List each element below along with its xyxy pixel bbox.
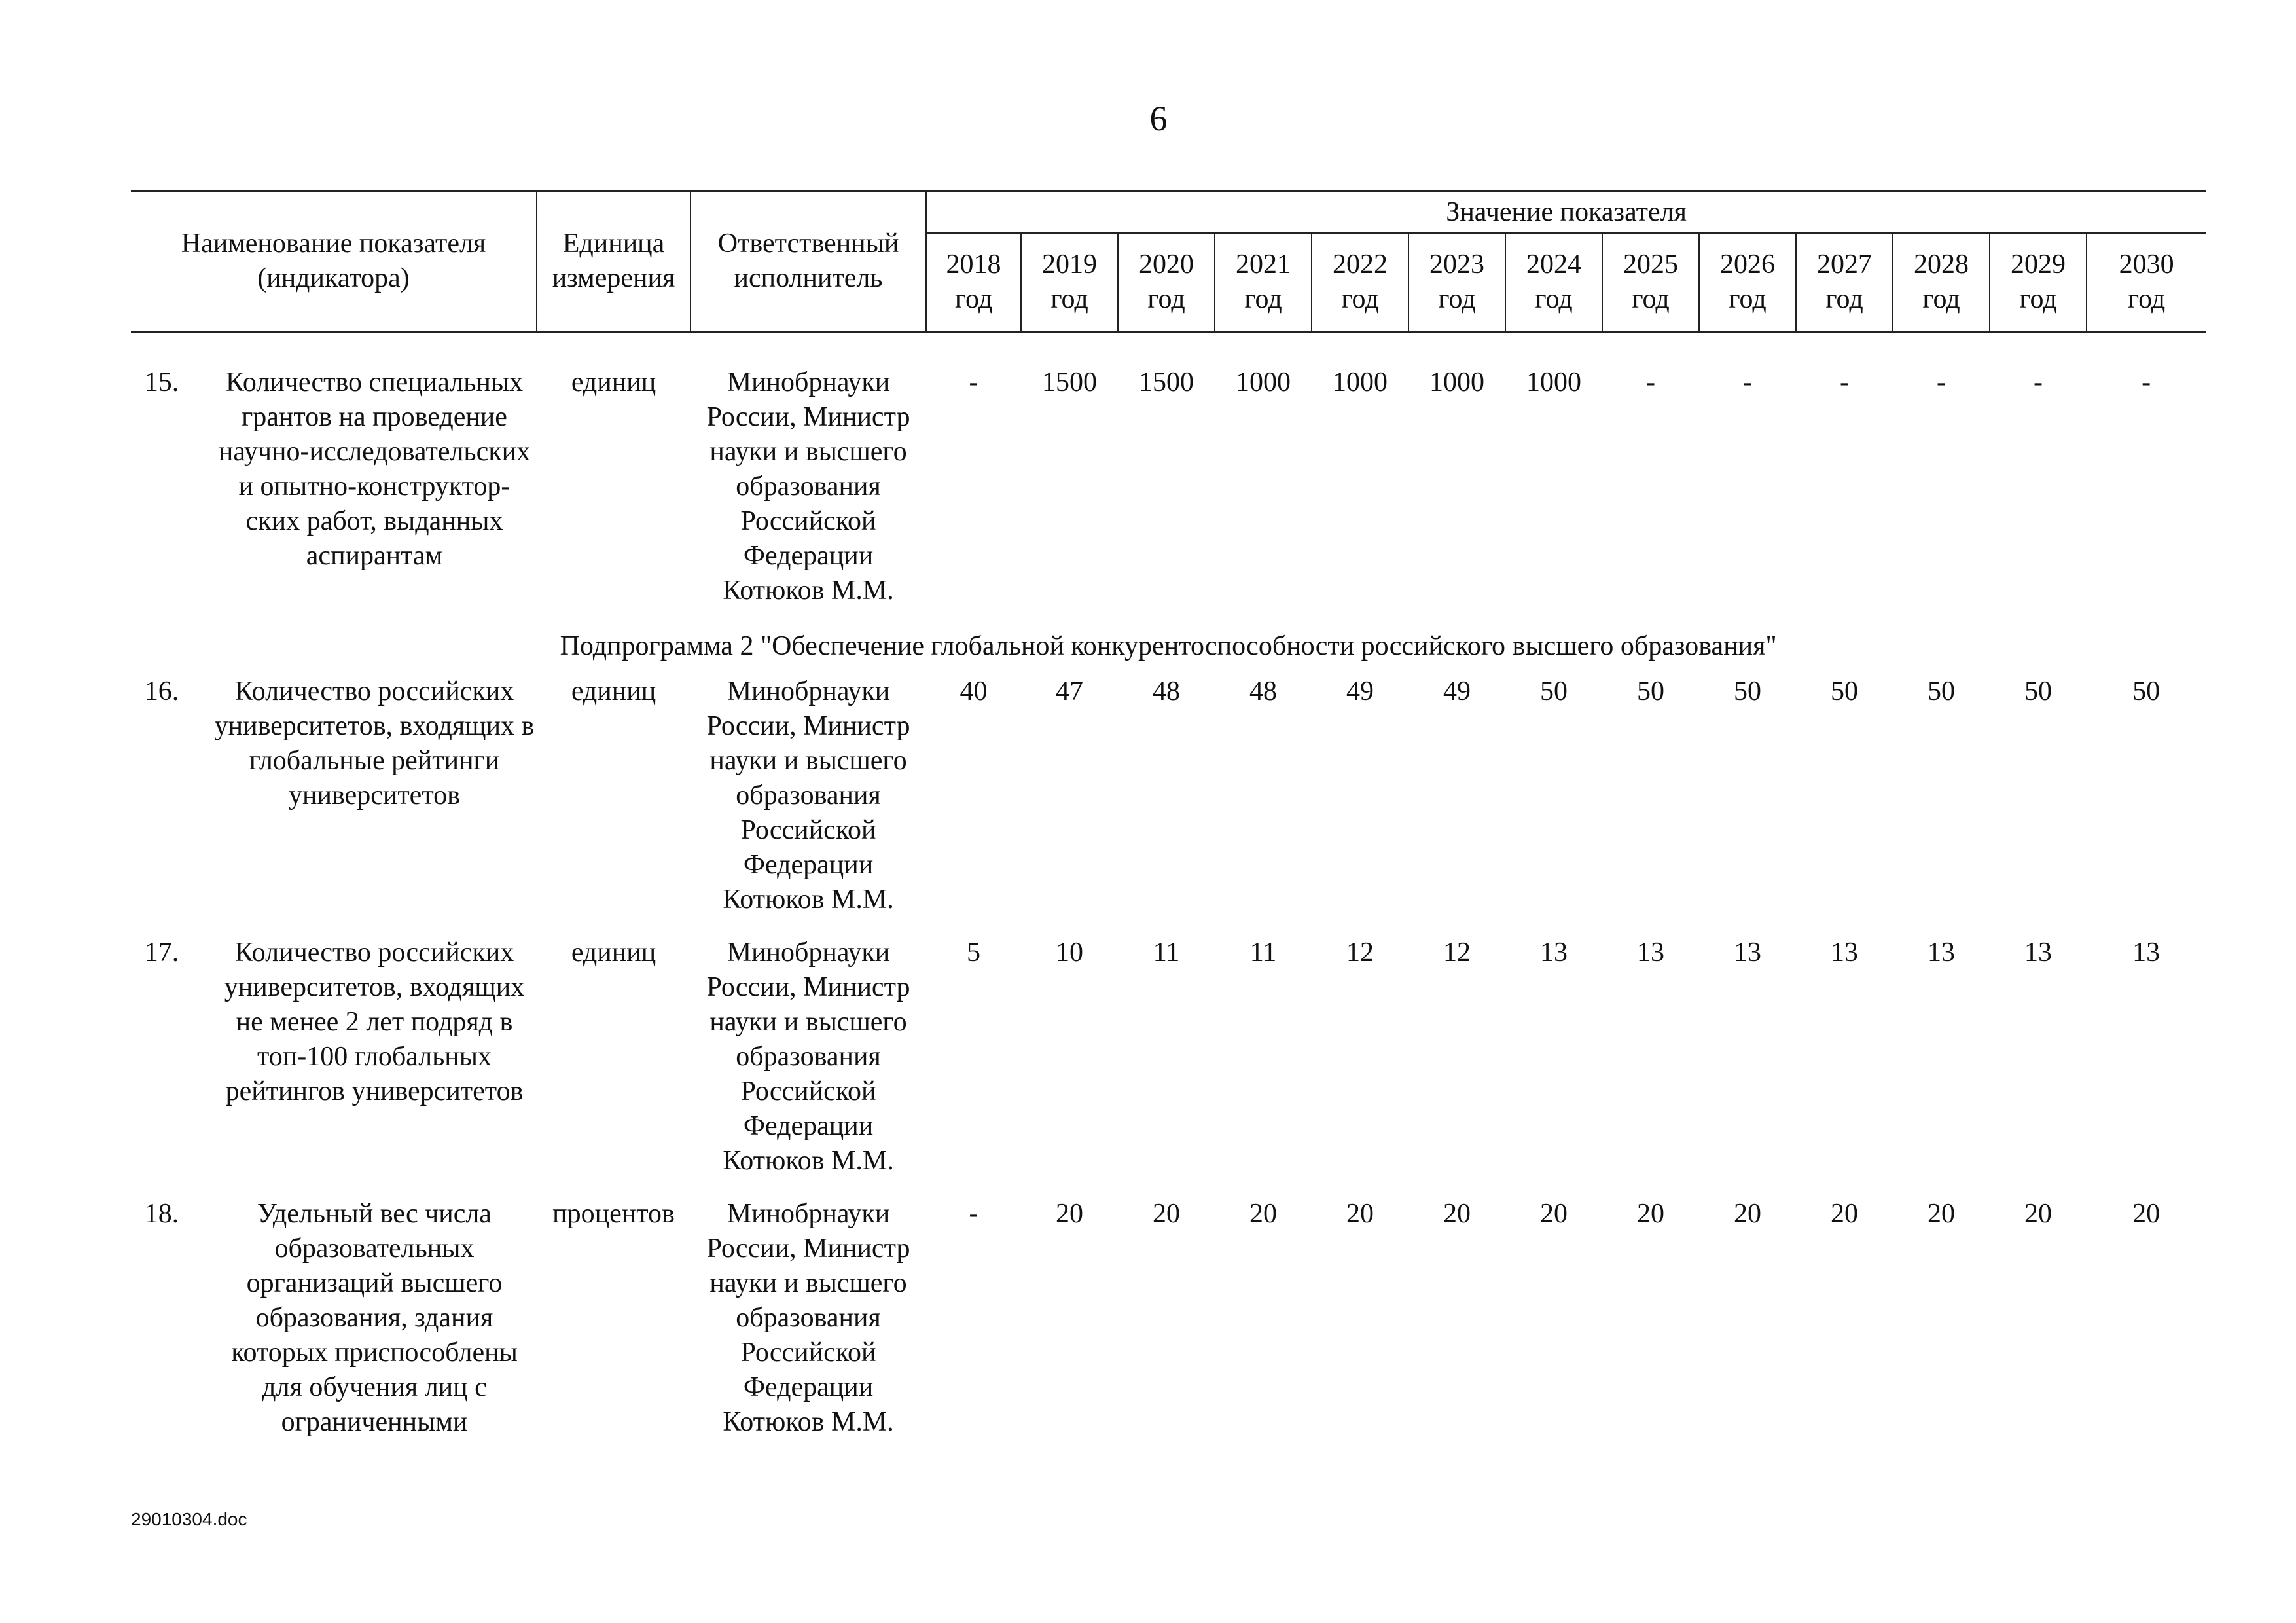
- header-year-label: 2029: [2011, 249, 2066, 280]
- header-year-suffix: год: [1922, 284, 1960, 314]
- table-row: [131, 674, 2206, 936]
- indicators-table: [131, 190, 2206, 1458]
- header-year-label: 2018: [946, 249, 1001, 280]
- header-year-suffix: год: [1050, 284, 1088, 314]
- value-cell: -: [1646, 367, 1656, 397]
- page-number: 6: [1149, 99, 1168, 138]
- header-year-label: 2021: [1236, 249, 1291, 280]
- value-cell: 13: [2024, 938, 2053, 968]
- value-cell: 1000: [1333, 367, 1388, 397]
- value-cell: 49: [1346, 676, 1374, 706]
- header-year-suffix: год: [1535, 284, 1573, 314]
- value-cell: 40: [960, 676, 988, 706]
- header-year-2024: [1505, 233, 1602, 332]
- value-cell: 1500: [1042, 367, 1098, 397]
- table-row: [131, 936, 2206, 1197]
- responsible-executor: Минобрнауки России, Министр науки и высшего образования Российской Федерации Котюков М.М.: [706, 676, 910, 915]
- value-cell: 13: [1637, 938, 1665, 968]
- value-cell: 13: [1540, 938, 1568, 968]
- header-year-suffix: год: [2127, 284, 2166, 314]
- value-cell: 50: [1928, 676, 1956, 706]
- value-cell: 13: [2132, 938, 2161, 968]
- value-cell: 5: [967, 938, 981, 968]
- document-code: 29010304.doc: [131, 1509, 247, 1529]
- value-cell: 50: [2132, 676, 2161, 706]
- value-cell: 10: [1056, 938, 1084, 968]
- indicator-name: Количество российских университетов, входящих не менее 2 лет подряд в топ-100 глобальных рейтингов университетов: [224, 938, 525, 1106]
- value-cell: 47: [1056, 676, 1084, 706]
- subprogram-title: Подпрограмма 2 "Обеспечение глобальной конкурентоспособности российского высшего образования": [560, 631, 1777, 661]
- subprogram-row: [131, 627, 2206, 674]
- header-year-suffix: год: [1341, 284, 1379, 314]
- value-cell: 13: [1831, 938, 1859, 968]
- value-cell: -: [1743, 367, 1753, 397]
- header-year-label: 2020: [1139, 249, 1194, 280]
- table-row: [131, 1197, 2206, 1458]
- header-year-suffix: год: [1147, 284, 1185, 314]
- value-cell: 20: [1443, 1199, 1471, 1229]
- header-year-label: 2024: [1526, 249, 1582, 280]
- header-year-label: 2030: [2119, 249, 2174, 280]
- value-cell: 1500: [1139, 367, 1194, 397]
- row-number: 15.: [144, 367, 179, 397]
- responsible-executor: Минобрнауки России, Министр науки и высшего образования Российской Федерации Котюков М.М.: [706, 938, 910, 1176]
- header-year-2027: [1796, 233, 1893, 332]
- unit-of-measure: процентов: [552, 1199, 675, 1229]
- row-number: 16.: [144, 676, 179, 706]
- indicator-name: Количество российских университетов, входящих в глобальные рейтинги университетов: [214, 676, 535, 811]
- header-year-label: 2026: [1720, 249, 1776, 280]
- value-cell: 20: [2132, 1199, 2161, 1229]
- value-cell: 11: [1249, 938, 1277, 968]
- value-cell: 50: [1540, 676, 1568, 706]
- value-cell: -: [2142, 367, 2151, 397]
- value-cell: 20: [1831, 1199, 1859, 1229]
- header-year-suffix: год: [1729, 284, 1767, 314]
- indicator-name: Количество специальных грантов на проведение научно-исследовательских и опытно-конструктор-ских работ, выданных аспирантам: [218, 367, 531, 571]
- header-year-suffix: год: [1825, 284, 1863, 314]
- header-year-2025: [1602, 233, 1699, 332]
- value-cell: 20: [1928, 1199, 1956, 1229]
- value-cell: 13: [1928, 938, 1956, 968]
- header-year-label: 2022: [1333, 249, 1388, 280]
- value-cell: 20: [1249, 1199, 1278, 1229]
- value-cell: -: [1840, 367, 1850, 397]
- header-year-2019: [1021, 233, 1118, 332]
- indicator-name: Удельный вес числа образовательных организаций высшего образования, здания которых приспособлены для обучения лиц с ограниченными: [231, 1199, 518, 1437]
- unit-of-measure: единиц: [571, 676, 656, 706]
- header-year-suffix: год: [1244, 284, 1282, 314]
- header-year-suffix: год: [2019, 284, 2057, 314]
- header-year-2030: [2087, 233, 2206, 332]
- value-cell: -: [969, 367, 978, 397]
- value-cell: 11: [1153, 938, 1180, 968]
- value-cell: 12: [1346, 938, 1374, 968]
- header-year-suffix: год: [954, 284, 993, 314]
- value-cell: 12: [1443, 938, 1471, 968]
- unit-of-measure: единиц: [571, 367, 656, 397]
- value-cell: 48: [1249, 676, 1278, 706]
- header-year-label: 2019: [1042, 249, 1098, 280]
- value-cell: 48: [1153, 676, 1181, 706]
- value-cell: 50: [1637, 676, 1665, 706]
- header-year-2023: [1408, 233, 1505, 332]
- row-number: 18.: [144, 1199, 179, 1229]
- value-cell: 20: [1346, 1199, 1374, 1229]
- value-cell: 50: [1734, 676, 1762, 706]
- value-cell: 20: [1540, 1199, 1568, 1229]
- header-year-2029: [1990, 233, 2087, 332]
- value-cell: 20: [1056, 1199, 1084, 1229]
- responsible-executor: Минобрнауки России, Министр науки и высшего образования Российской Федерации Котюков М.М.: [706, 1199, 910, 1437]
- responsible-executor: Минобрнауки России, Министр науки и высшего образования Российской Федерации Котюков М.М.: [706, 367, 910, 606]
- header-indicator-name: Наименование показателя (индикатора): [131, 191, 537, 332]
- header-value-group: Значение показателя: [926, 191, 2206, 234]
- header-year-2026: [1699, 233, 1796, 332]
- row-number: 17.: [144, 938, 179, 968]
- table-row: [131, 365, 2206, 627]
- unit-of-measure: единиц: [571, 938, 656, 968]
- header-year-label: 2023: [1429, 249, 1485, 280]
- value-cell: 1000: [1526, 367, 1582, 397]
- header-year-suffix: год: [1438, 284, 1476, 314]
- value-cell: -: [1937, 367, 1946, 397]
- header-responsible: Ответственный исполнитель: [691, 191, 926, 332]
- value-cell: 20: [1153, 1199, 1181, 1229]
- header-spacer: [131, 332, 2206, 366]
- header-year-label: 2027: [1817, 249, 1873, 280]
- value-cell: 49: [1443, 676, 1471, 706]
- value-cell: -: [2034, 367, 2043, 397]
- value-cell: -: [969, 1199, 978, 1229]
- value-cell: 13: [1734, 938, 1762, 968]
- value-cell: 20: [1637, 1199, 1665, 1229]
- header-year-suffix: год: [1632, 284, 1670, 314]
- value-cell: 50: [1831, 676, 1859, 706]
- header-year-2020: [1118, 233, 1215, 332]
- header-year-label: 2028: [1914, 249, 1969, 280]
- header-year-2021: [1215, 233, 1312, 332]
- header-unit: Единица измерения: [537, 191, 691, 332]
- value-cell: 1000: [1429, 367, 1485, 397]
- value-cell: 20: [2024, 1199, 2053, 1229]
- header-year-label: 2025: [1623, 249, 1679, 280]
- value-cell: 20: [1734, 1199, 1762, 1229]
- value-cell: 50: [2024, 676, 2053, 706]
- header-year-2018: [926, 233, 1021, 332]
- header-year-2028: [1893, 233, 1990, 332]
- value-cell: 1000: [1236, 367, 1291, 397]
- header-year-2022: [1312, 233, 1408, 332]
